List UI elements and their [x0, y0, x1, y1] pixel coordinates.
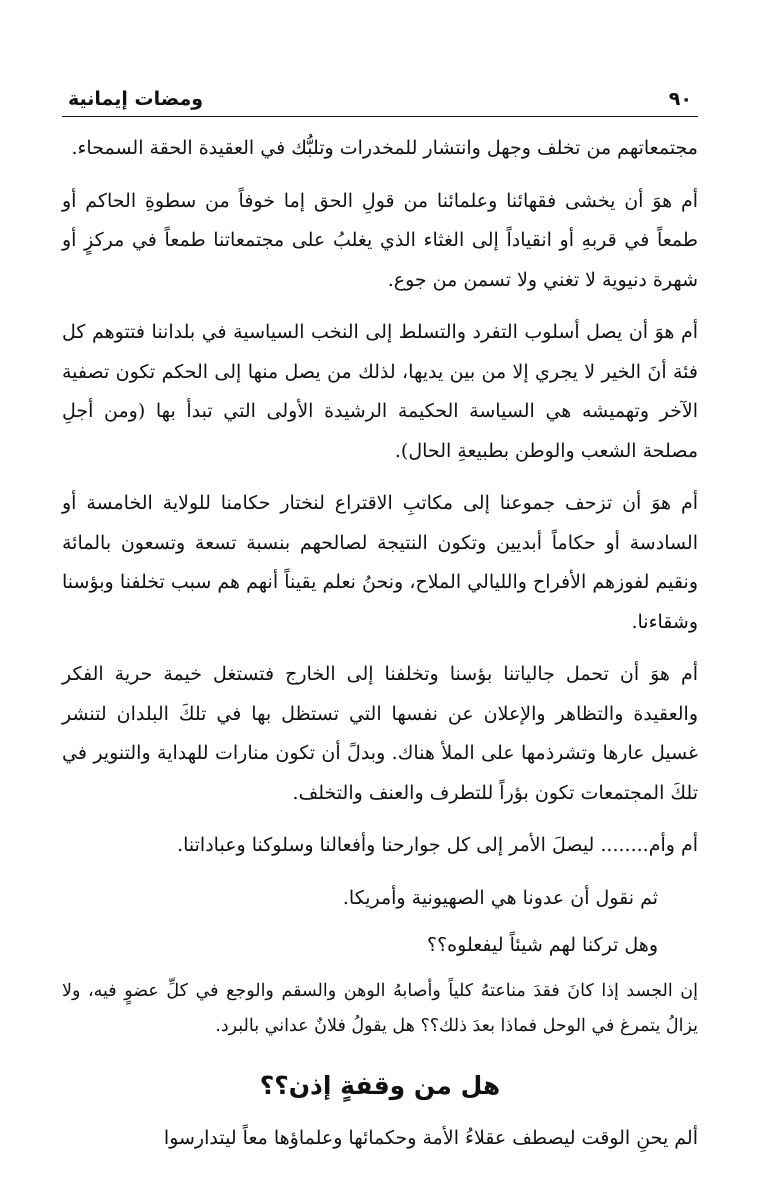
page-number: ٩٠ — [668, 88, 692, 110]
body-text — [62, 129, 698, 1159]
paragraph: ثم نقول أن عدونا هي الصهيونية وأمريكا. — [342, 886, 658, 909]
paragraph: أم هوَ أن يصل أسلوب التفرد والتسلط إلى النخب السياسية في بلداننا فتتوهم كل فئة أنَ الخير لا يجري إلا من بين يديها، لذلك من يصل منها إلى الحكم تكون تصفية الآخر وتهميشه هي السياسة الحكيمة الرشيدة الأولى التي تبدأ بها (ومن أجلِ مصلحة الشعب والوطن بطبيعةِ الحال). — [62, 321, 698, 462]
book-page — [62, 88, 698, 1172]
paragraph: أم هوَ أن تزحف جموعنا إلى مكاتبِ الاقتراع لنختار حكامنا للولاية الخامسة أو السادسة أو حكاماً أبديين وتكون النتيجة لصالحهم بنسبة تسعة وتسعون بالمائة ونقيم لفوزهم الأفراح والليالي الملاح، ونحنُ نعلم يقيناً أنهم هم سبب تخلفنا وبؤسنا وشقاءنا. — [62, 492, 698, 633]
running-header — [62, 88, 698, 117]
paragraph: مجتمعاتهم من تخلف وجهل وانتشار للمخدرات وتلبُّك في العقيدة الحقة السمحاء. — [71, 137, 698, 159]
paragraph: أم هوَ أن تحمل جالياتنا بؤسنا وتخلفنا إلى الخارج فتستغل خيمة حرية الفكر والعقيدة والتظاهر والإعلان عن نفسها التي تستظل بها في تلكَ البلدان لتنشر غسيل عارها وتشرذمها على الملأ هناك. وبدلً أن تكون منارات للهداية والتنوير في تلكَ المجتمعات تكون بؤراً للتطرف والعنف والتخلف. — [62, 663, 698, 804]
paragraph: إن الجسد إذا كانَ فقدَ مناعتهُ كلياً وأصابهُ الوهن والسقم والوجع في كلِّ عضوٍ فيه، ولا يزالُ يتمرغ في الوحل فماذا بعدَ ذلك؟؟ هل يقولُ فلانٌ عداني بالبرد. — [62, 980, 698, 1036]
section-heading: هل من وقفةٍ إذن؟؟ — [259, 1070, 501, 1100]
running-title: ومضات إيمانية — [68, 88, 204, 110]
paragraph: ألم يحنِ الوقت ليصطف عقلاءُ الأمة وحكمائها وعلماؤها معاً ليتدارسوا — [163, 1127, 698, 1149]
paragraph: أم هوَ أن يخشى فقهائنا وعلمائنا من قولِ الحق إما خوفاً من سطوةِ الحاكم أو طمعاً في قربهِ أو انقياداً إلى الغثاء الذي يغلبُ على مجتمعاتنا طمعاً في مركزٍ أو شهرة دنيوية لا تغني ولا تسمن من جوع. — [62, 189, 698, 291]
paragraph: أم وأم........ ليصلَ الأمر إلى كل جوارحنا وأفعالنا وسلوكنا وعباداتنا. — [177, 834, 698, 856]
paragraph: وهل تركنا لهم شيئاً ليفعلوه؟؟ — [427, 934, 658, 956]
